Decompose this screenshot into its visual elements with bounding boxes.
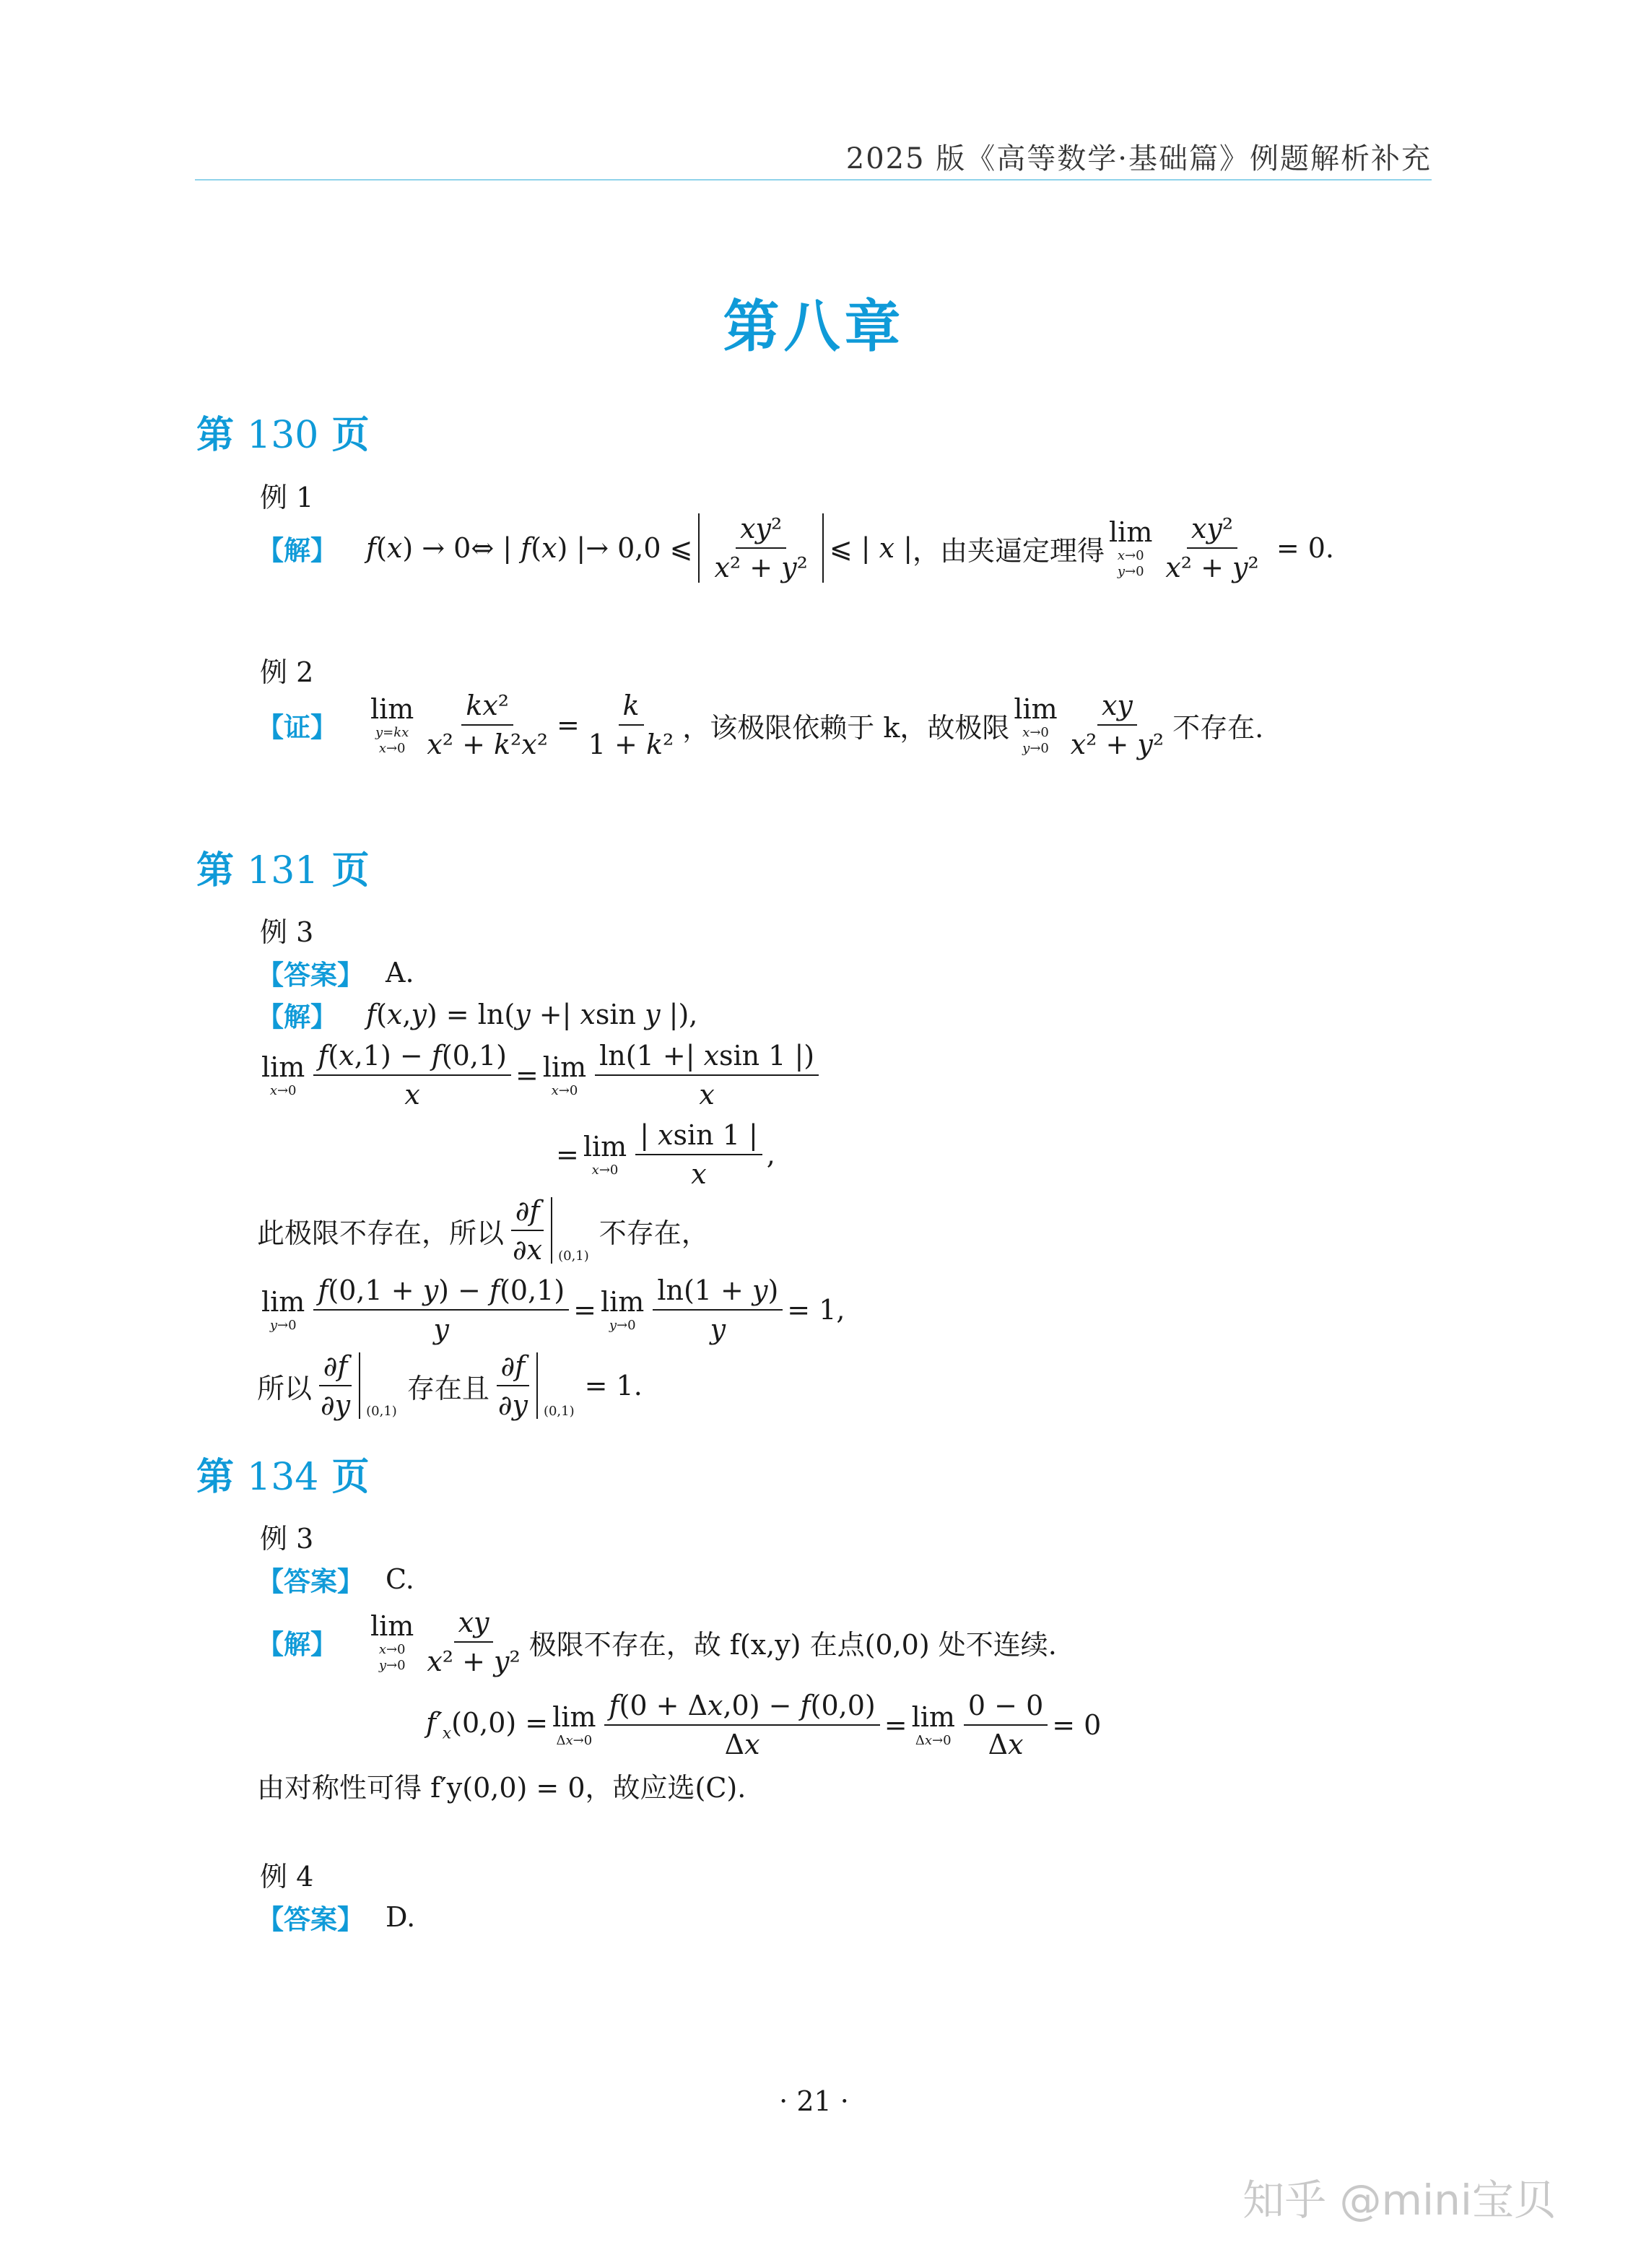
fraction: $\frac{0 - 0}{\Delta x}$ [964, 1690, 1048, 1760]
fraction: $\frac{| xsin 1 |}{x}$ [635, 1119, 762, 1190]
solution-p134 [257, 1607, 1057, 1677]
text: 所以 [257, 1372, 313, 1404]
evaluation-bar: (0,1) [359, 1352, 397, 1419]
formula: f(x,y) = ln(y +| xsin y |), [366, 999, 698, 1030]
section-prefix: 第 [196, 1456, 235, 1499]
fraction: $\frac{\text{xy²}}{\text{x² + y²}}$ [1165, 513, 1259, 583]
fraction: $\frac{\partial f}{\partial x}$ [508, 1195, 547, 1266]
example-label: 例 3 [260, 1523, 314, 1555]
fraction: $\frac{\ln(1 +| xsin 1 |)}{x}$ [595, 1040, 819, 1111]
formula-line [257, 1040, 823, 1111]
evaluation-bar: (0,1) [536, 1352, 575, 1419]
fraction: $\frac{f(0,1 + y) - f(0,1)}{y}$ [313, 1274, 569, 1345]
solution-e1 [257, 513, 1334, 583]
limit: lim y→0 [601, 1286, 645, 1333]
solution-tag: 【解】 [257, 535, 337, 566]
chapter-title: 第八章 [723, 295, 905, 360]
answer-tag: 【答案】 [257, 960, 364, 991]
formula-line [426, 1690, 1101, 1760]
limit: lim y=kx x→0 [370, 693, 414, 756]
formula: $f'_x(0,0)$ = [426, 1707, 549, 1743]
limit: lim x→0 [583, 1131, 627, 1178]
section-heading-134 [196, 1446, 370, 1500]
limit: lim Δx→0 [911, 1701, 955, 1748]
text: 此极限不存在，所以 [257, 1217, 505, 1249]
formula: = [556, 709, 580, 741]
fraction: $\frac{\text{xy²}}{\text{x² + y²}}$ [714, 513, 808, 583]
abs-bar [822, 513, 824, 583]
example-label: 例 3 [260, 916, 314, 948]
running-header: 2025 版《高等数学·基础篇》例题解析补充 [845, 142, 1432, 175]
answer-line [257, 953, 414, 992]
abs-bar [698, 513, 700, 583]
solution-tag: 【解】 [257, 1002, 337, 1033]
formula: = [884, 1709, 907, 1741]
evaluation-bar: (0,1) [551, 1197, 589, 1264]
formula: = 0. [1267, 532, 1334, 564]
formula: = 1. [584, 1370, 643, 1402]
formula: = [556, 1139, 579, 1170]
section-suffix: 页 [331, 414, 370, 457]
section-prefix: 第 [196, 414, 235, 457]
text: ，由夹逼定理得 [913, 534, 1105, 567]
formula: , [766, 1139, 775, 1170]
section-number: 130 [247, 414, 319, 457]
example-label: 例 2 [260, 656, 314, 688]
example-label: 例 4 [260, 1861, 314, 1893]
limit: lim x→0 y→0 [1014, 693, 1058, 756]
fraction: $\frac{\text{kx²}}{\text{x² + k²x²}}$ [427, 690, 548, 760]
text: 不存在. [1172, 711, 1264, 744]
limit: lim Δx→0 [552, 1701, 596, 1748]
limit: lim y→0 [261, 1286, 305, 1333]
formula: = 0 [1052, 1709, 1102, 1741]
formula-line [257, 1274, 845, 1345]
answer-value: A. [386, 957, 414, 989]
answer-tag: 【答案】 [257, 1904, 364, 1935]
text: 不存在， [598, 1217, 709, 1249]
fraction: $\frac{xy}{\text{x² + y²}}$ [427, 1607, 521, 1677]
section-suffix: 页 [331, 849, 370, 892]
fraction: $\frac{\ln(1 + y)}{y}$ [653, 1274, 783, 1345]
fraction: $\frac{xy}{\text{x² + y²}}$ [1070, 690, 1165, 760]
fraction: $\frac{\partial f}{\partial y}$ [316, 1350, 354, 1421]
formula: f(x) → 0⇔ | f(x) |→ 0,0 ⩽ [366, 532, 693, 564]
limit: lim x→0 [261, 1051, 305, 1098]
section-heading-130 [196, 404, 370, 459]
text: 极限不存在，故 f(x,y) 在点(0,0) 处不连续. [528, 1628, 1057, 1661]
answer-value: D. [386, 1901, 416, 1933]
section-number: 134 [247, 1456, 319, 1499]
proof-e2 [257, 690, 1263, 760]
page-number: · 21 · [779, 2085, 849, 2117]
watermark: 知乎 @mini宝贝 [1242, 2176, 1556, 2225]
solution-tag: 【解】 [257, 1629, 337, 1660]
limit: lim x→0 [542, 1051, 587, 1098]
fraction: $\frac{f(0 + \Delta x,0) - f(0,0)}{\Delta x}$ [604, 1690, 879, 1760]
section-prefix: 第 [196, 849, 235, 892]
text-line: 由对称性可得 f′y(0,0) = 0，故应选(C). [257, 1772, 746, 1804]
section-suffix: 页 [331, 1456, 370, 1499]
answer-line [257, 1898, 415, 1937]
text-line [257, 1195, 709, 1266]
text: ，该极限依赖于 k，故极限 [682, 711, 1010, 744]
limit: lim x→0 y→0 [1109, 516, 1153, 579]
section-number: 131 [247, 849, 319, 892]
text: 存在且 [406, 1372, 489, 1404]
header-rule [195, 179, 1432, 181]
text-line [257, 1350, 643, 1421]
limit: lim x→0 y→0 [370, 1610, 414, 1673]
example-label: 例 1 [260, 482, 314, 513]
fraction: $\frac{f(x,1) - f(0,1)}{x}$ [313, 1040, 511, 1111]
formula: = [515, 1059, 539, 1091]
answer-tag: 【答案】 [257, 1566, 364, 1597]
section-heading-131 [196, 840, 370, 894]
fraction: $\frac{\partial f}{\partial y}$ [494, 1350, 532, 1421]
answer-value: C. [386, 1563, 414, 1595]
solution-e3 [257, 995, 697, 1034]
formula-line [556, 1119, 775, 1190]
proof-tag: 【证】 [257, 712, 337, 743]
formula: = 1, [787, 1294, 845, 1326]
formula: = [573, 1294, 596, 1326]
answer-line [257, 1560, 414, 1599]
fraction: $\frac{k}{\text{1 + k²}}$ [588, 690, 674, 760]
formula: ⩽ | x | [829, 532, 913, 564]
